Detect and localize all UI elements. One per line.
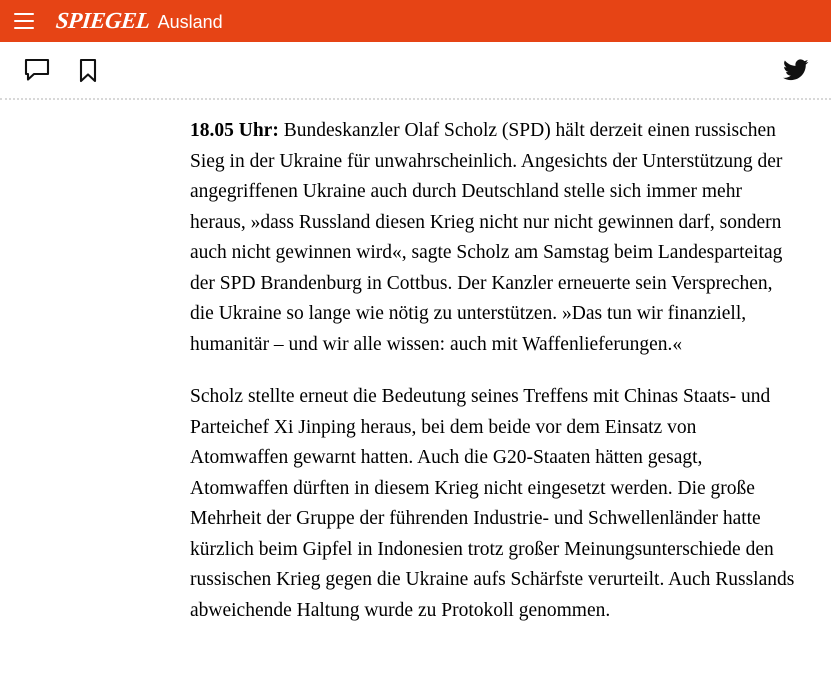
bookmark-icon xyxy=(78,58,98,83)
paragraph-text: Bundeskanzler Olaf Scholz (SPD) hält derzeit einen russischen Sieg in der Ukraine für unwahrscheinlich. Angesichts der Unterstützung der angegriffenen Ukraine auch durch Deutschland stelle sich immer mehr heraus, »dass Russland diesen Krieg nicht nur nicht gewinnen darf, sondern auch nicht gewinnen wird«, sagte Scholz am Samstag beim Landesparteitag der SPD Brandenburg in Cottbus. Der Kanzler erneuerte sein Versprechen, die Ukraine so lange wie nötig zu unterstützen. »Das tun wir finanziell, humanitär – und wir alle wissen: auch mit Waffenlieferungen.« xyxy=(190,120,783,355)
article-body xyxy=(190,116,831,648)
twitter-share-button[interactable] xyxy=(783,59,809,81)
brand-section-label: Ausland xyxy=(157,12,223,32)
hamburger-line xyxy=(14,27,34,29)
article-container xyxy=(0,100,831,648)
article-paragraph xyxy=(190,116,797,360)
twitter-bird-icon xyxy=(783,59,809,81)
paragraph-text: Scholz stellte erneut die Bedeutung seines Treffens mit Chinas Staats- und Parteichef Xi Jinping heraus, bei dem beide vor dem Einsatz von Atomwaffen gewarnt hatten. Auch die G20-Staaten hätten gesagt, Atomwaffen dürften in diesem Krieg nicht eingesetzt werden. Die große Mehrheit der Gruppe der führenden Industrie- und Schwellenländer hatte kürzlich beim Gipfel in Indonesien trotz großer Meinungsunterschiede den russischen Krieg gegen die Ukraine aufs Schärfste verurteilt. Auch Russlands abweichende Haltung wurde zu Protokoll genommen. xyxy=(190,386,795,621)
comment-button[interactable] xyxy=(24,58,50,82)
article-left-gutter xyxy=(0,116,190,648)
article-action-toolbar xyxy=(0,42,831,100)
hamburger-line xyxy=(14,13,34,15)
hamburger-line xyxy=(14,20,34,22)
brand[interactable] xyxy=(56,8,223,34)
paragraph-timestamp: 18.05 Uhr: xyxy=(190,120,279,141)
brand-logo: SPIEGEL xyxy=(54,8,152,33)
hamburger-menu-icon[interactable] xyxy=(14,8,40,34)
site-header xyxy=(0,0,831,42)
article-paragraph xyxy=(190,382,797,626)
comment-bubble-icon xyxy=(24,58,50,82)
bookmark-button[interactable] xyxy=(78,58,98,83)
